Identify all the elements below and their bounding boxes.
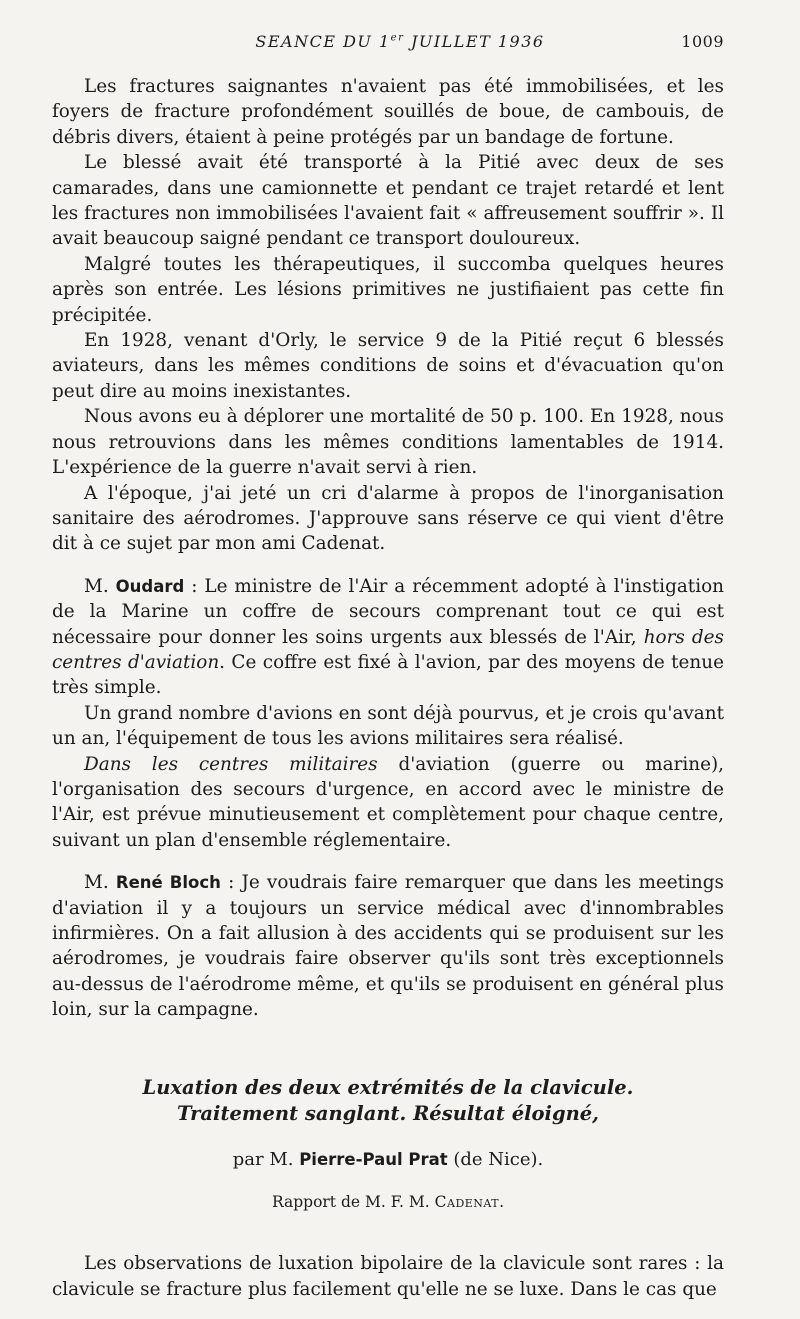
- article-title-line-1: Luxation des deux extrémités de la clavicule.: [142, 1075, 634, 1099]
- oudard-text-2: . Ce coffre est fixé à l'avion, par des moyens de tenue très simple.: [52, 651, 725, 699]
- paragraph-oudard-equipment: Un grand nombre d'avions en sont déjà pourvus, et je crois qu'avant un an, l'équipement de tous les avions militaires sera réalisé.: [52, 702, 724, 750]
- article-byline: [52, 1147, 724, 1172]
- oudard-centres-text: d'aviation (guerre ou marine), l'organisation des secours d'urgence, en accord avec le ministre de l'Air, est prévue minutieusement et complètement pour chaque centre, suivant un plan d'ensemble réglementaire.: [52, 753, 725, 851]
- paragraph-therapeutics: Malgré toutes les thérapeutiques, il succomba quelques heures après son entrée. Les lésions primitives ne justifiaient pas cette fin précipitée.: [52, 253, 724, 326]
- oudard-centres-italic: Dans les centres militaires: [84, 753, 378, 775]
- oudard-text-1: : Le ministre de l'Air a récemment adopté à l'instigation de la Marine un coffre de secours comprenant tout ce qui est nécessaire pour donner les soins urgents aux blessés de l'Air,: [52, 575, 724, 648]
- rapport-suffix: .: [499, 1193, 505, 1212]
- paragraph-fractures: Les fractures saignantes n'avaient pas été immobilisées, et les foyers de fracture profondément souillés de boue, de cambouis, de débris divers, étaient à peine protégés par un bandage de fortune.: [52, 76, 724, 148]
- paragraph-oudard-intervention: [52, 574, 724, 701]
- oudard-italic-phrase: hors des centres d'aviation: [52, 626, 724, 673]
- rapport-prefix: Rapport de M. F. M.: [271, 1193, 435, 1212]
- running-head-text: SEANCE DU 1: [255, 32, 391, 51]
- running-head-superscript: er: [390, 32, 405, 44]
- page-header: [0, 32, 800, 56]
- page-body: [52, 74, 724, 1302]
- article-author: Pierre-Paul Prat: [299, 1149, 448, 1169]
- paragraph-bloch-intervention: [52, 870, 724, 1022]
- bloch-prefix: M.: [84, 872, 116, 894]
- paragraph-oudard-centres: [52, 752, 724, 854]
- paragraph-alarm: A l'époque, j'ai jeté un cri d'alarme à propos de l'inorganisation sanitaire des aérodromes. J'approuve sans réserve ce qui vient d'être dit à ce sujet par mon ami Cadenat.: [52, 482, 724, 555]
- oudard-prefix: M.: [84, 575, 116, 597]
- article-title-line-2: Traitement sanglant. Résultat éloigné,: [177, 1101, 599, 1125]
- running-head: [0, 32, 800, 51]
- paragraph-orly-1928: En 1928, venant d'Orly, le service 9 de la Pitié reçut 6 blessés aviateurs, dans les mêmes conditions de soins et d'évacuation qu'on peut dire au moins inexistantes.: [52, 330, 724, 402]
- speaker-rene-bloch: René Bloch: [115, 873, 221, 893]
- paragraph-transport: Le blessé avait été transporté à la Pitié avec deux de ses camarades, dans une camionnette et pendant ce trajet retardé et lent les fractures non immobilisées l'avaient fait « affreusement souffrir ». Il avait beaucoup saigné pendant ce transport douloureux.: [52, 152, 724, 250]
- rapport-name: Cadenat: [434, 1193, 500, 1212]
- article-title: [52, 1075, 724, 1127]
- running-head-date: JUILLET 1936: [404, 32, 545, 51]
- paragraph-mortality: Nous avons eu à déplorer une mortalité de 50 p. 100. En 1928, nous nous retrouvions dans les mêmes conditions lamentables de 1914. L'expérience de la guerre n'avait servi à rien.: [52, 406, 724, 479]
- speaker-oudard: Oudard: [115, 576, 185, 596]
- article-rapport: [52, 1190, 724, 1215]
- article-intro-paragraph: Les observations de luxation bipolaire de la clavicule sont rares : la clavicule se fracture plus facilement qu'elle ne se luxe. Dans le cas que: [52, 1253, 724, 1300]
- page-number: 1009: [681, 32, 724, 51]
- byline-prefix: par M.: [232, 1148, 300, 1170]
- byline-origin: (de Nice).: [447, 1148, 544, 1170]
- bloch-text: : Je voudrais faire remarquer que dans les meetings d'aviation il y a toujours un service médical avec d'innombrables infirmières. On a fait allusion à des accidents qui se produisent sur les aérodromes, je voudrais faire observer qu'ils sont très exceptionnels au-dessus de l'aérodrome même, et qu'ils se produisent en général plus loin, sur la campagne.: [52, 872, 724, 1021]
